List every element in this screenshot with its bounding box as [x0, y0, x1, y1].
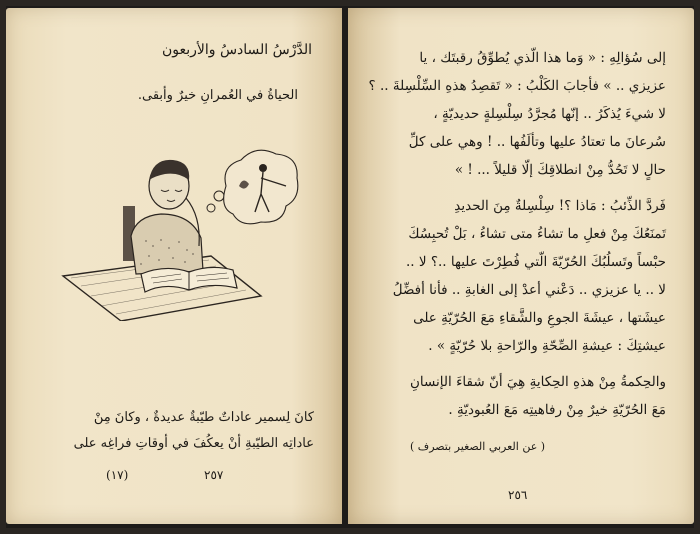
text-line-9: لا .. يا عزيزي .. دَعْني أعدْ إلى الغابةِ .. فأنا أفضِّلُ — [392, 282, 666, 298]
page-number-right: ٢٥٦ — [508, 488, 528, 502]
text-line-3: لا شيءَ يُذكَرُ .. إنّها مُجرَّدُ سِلْسِلةٍ حديديّةٍ ، — [433, 106, 666, 122]
boy-reading-illustration — [61, 146, 301, 321]
open-book — [6, 6, 694, 528]
page-number-left: ٢٥٧ — [204, 468, 224, 482]
lesson-subtitle: الحياةُ في العُمرانِ خيرٌ وأبقى. — [137, 88, 298, 103]
text-line-5: حالٍ لا تَحُدُّ مِنْ انطلاقِكَ إلّا قليلاً ... ! » — [454, 162, 666, 178]
source-citation: ( عن العربي الصغير بتصرف ) — [410, 440, 546, 453]
lesson-title: الدَّرْسُ السادسُ والأربعون — [161, 42, 312, 58]
text-line-12: والحِكمةُ مِنْ هذهِ الحِكايةِ هِيَ أنّ شقاءَ الإنسانِ — [409, 374, 666, 390]
left-page — [6, 8, 342, 524]
text-line-13: مَعَ الحُرّيّةِ خيرٌ مِنْ رفاهيتِه مَعَ العُبوديّةِ . — [448, 402, 666, 418]
right-page — [348, 8, 694, 524]
text-line-7: تَمنَعُكَ مِنْ فعلِ ما تشاءُ متى تشاءُ ، بَلْ تُحبِسُكَ — [408, 226, 666, 242]
caption-line-1: كانَ لِسمير عاداتٌ طيّبةٌ عديدةٌ ، وكانَ مِنْ — [93, 410, 314, 425]
text-line-10: عيشَتها ، عيشَةَ الجوعِ والشَّقاءِ مَعَ الحُرّيّةِ على — [413, 310, 666, 326]
text-line-2: عزيزي .. » فأجابَ الكَلْبُ : « تَقصِدُ هذهِ السِّلْسِلةَ .. ؟ — [368, 78, 666, 94]
text-line-4: سُرعانَ ما تعتادُ عليها وتألَفُها .. ! وهي على كلِّ — [408, 134, 666, 150]
caption-line-2: عاداتِه الطيّبةِ أنْ يعكُفَ في أوقاتِ فراغِه على — [73, 436, 314, 451]
text-line-11: عيشتِكَ : عيشةِ الصِّحّةِ والرّاحةِ بلا حُرّيّةٍ » . — [428, 338, 666, 354]
text-line-8: حبْساً وتَسلُبُكَ الحُرّيّةَ الّتي فُطِرْتَ عليها ..؟ لا .. — [405, 254, 666, 270]
text-line-6: فَردَّ الذِّئبُ : مَاذا ؟! سِلْسِلةٌ مِنَ الحديدِ — [454, 198, 666, 214]
page-number-small: (١٧) — [106, 468, 129, 482]
text-line-1: إلى سُؤالِهِ : « وَما هذا الّذي يُطوِّقُ رقبتَك ، يا — [419, 50, 666, 66]
